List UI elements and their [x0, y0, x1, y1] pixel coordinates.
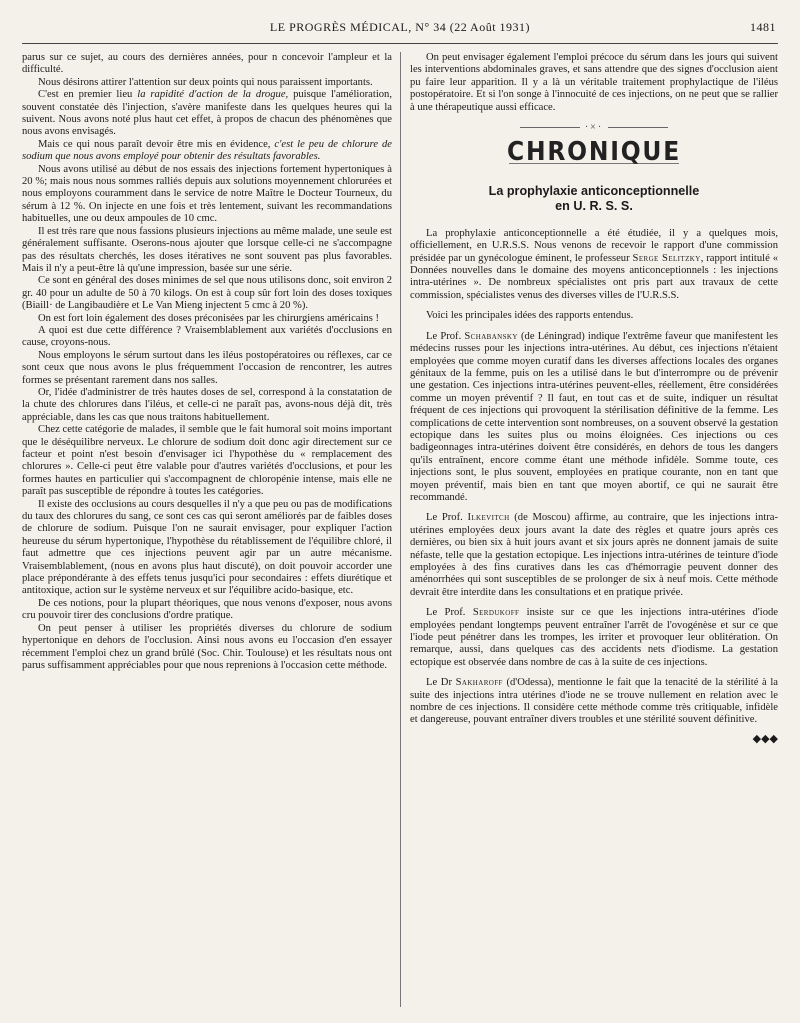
author-name: Ilkevitch [467, 512, 510, 524]
author-name: Serdukoff [472, 607, 520, 619]
text: (de Moscou) affirme, au contraire, que les injections intra-utérines employées deux jours avant la date des règles et quatre jours après ces dernières, ou bien six à huit jours avant et six jours après ne donnent jamais de suite néfaste, telle que la gestation ectopique. Les injections intra-utérines de teinture d'iode employées à des fins curatives dans les cas d'hémorragie peuvent donner des aménorrhées qui sont susceptibles de se prolonger de six à neuf mois. Cette méthode devrait être interdite dans les consultations et en pratique privée. [410, 512, 778, 598]
left-column [22, 52, 392, 672]
article-title-line: en U. R. S. S. [555, 198, 633, 213]
text: (de Léningrad) indique l'extrême faveur que manifestent les médecins russes pour les injections intra-utérines. Au début, ces injections n'étaient employées que comme moyen curatif dans les diverses affections locales des organes génitaux de la femme, puis on les a utilisé dans le but d'interrompre ou de prévenir une gestation. Ces injections intra-utérines peuvent-elles, réellement, être considérées comme un moyen préventif ? Il faut, en tout cas et de suite, indiquer un résultat fréquent de ces injections qui provoquent la stérilisation définitive de la femme. Les complications de cette intervention sont nombreuses, on a souvent observé la gestation ectopique dans les suites plus ou moins éloignées. Ces injections ou ces badigeonnages intra-utérines doivent être considérés, en dehors de tous les dangers qu'ils entraînent, encore comme étant une méthode infidèle. Somme toute, ces injections sont, le plus souvent, employées en pratique courante, non en tant que moyen préventif, mais bien en tant que moyen abortif, ce qui ne saurait être recommandé. [410, 330, 778, 503]
paragraph: Chez cette catégorie de malades, il semble que le fait humoral soit moins important que le déséquilibre nerveux. Le chlorure de sodium doit donc agir directement sur ce facteur et point n'est besoin d'envisager ici l'hypothèse du « remplacement des chlorures ». Celle-ci peut être valable pour d'autres variétés d'occlusions, et pour les formes hautes en particulier qui s'accompagnent de chloropénie intense, mais elle ne paraît pas susceptible de répondre à toutes les catégories. [22, 424, 392, 498]
author-name: Serge Selitzky [632, 252, 701, 264]
author-name: Sakharoff [455, 677, 503, 689]
text: , rapport intitulé « Données nouvelles dans le domaine des moyens anticonceptionnels : les injections intra-utérines ». De nombreux spécialistes ont pris part aux travaux de cette commission, spécialistes venus des diverses villes de l'U.R.S.S. [410, 252, 779, 301]
header-rule [22, 43, 778, 44]
paragraph [410, 228, 778, 302]
text: Le Prof. [426, 330, 465, 342]
text: Le Dr [426, 677, 456, 689]
ornament-line [608, 127, 668, 128]
paragraph [410, 607, 778, 669]
paragraph: On peut envisager également l'emploi précoce du sérum dans les jours qui suivent les interventions abdominales graves, et sans attendre que des signes d'occlusion aient pu faire leur apparition. Il y a là un véritable traitement prophylactique de l'iléus postopératoire. Et si l'on songe à l'innocuité de ces injections, on ne peut que se rallier à une thérapeutique aussi efficace. [410, 52, 778, 113]
article-title [410, 184, 778, 214]
section-ornament [410, 122, 778, 134]
paragraph [410, 677, 778, 727]
paragraph [410, 331, 778, 505]
running-title: LE PROGRÈS MÉDICAL, N° 34 (22 Août 1931) [269, 20, 531, 34]
paragraph: On est fort loin également des doses préconisées par les chirurgiens américains ! [38, 312, 380, 324]
spacer [410, 323, 778, 331]
text: C'est en premier lieu [38, 89, 138, 101]
paragraph: Ce sont en général des doses minimes de sel que nous utilisons donc, soit environ 2 gr. 40 pour un adulte de 50 à 70 kilogs. On est à coup sûr fort loin des doses toxiques (Biaill· de Langibaudière et Le Van Mieng injectent 5 cmc à 20 %). [22, 275, 392, 312]
ornament-line [520, 127, 580, 128]
paragraph: Il est très rare que nous fassions plusieurs injections au même malade, une seule est généralement suffisante. Oserons-nous ajouter que lorsque celle-ci ne s'accompagne pas des résultats cherchés, les doses itératives ne sont souvent pas plus favorables. Mais il n'y a peut-être là qu'une impression, basée sur une série. [22, 225, 392, 274]
ornament-glyph: ·×· [584, 122, 604, 134]
article-title-line: La prophylaxie anticonceptionnelle [488, 183, 700, 198]
paragraph: De ces notions, pour la plupart théoriques, que nous venons d'exposer, nous avons cru pouvoir tirer des conclusions d'ordre pratique. [22, 597, 392, 622]
paragraph [22, 139, 392, 164]
paragraph: parus sur ce sujet, au cours des dernières années, pour n concevoir l'ampleur et la difficulté. [22, 52, 392, 76]
spacer [410, 669, 778, 677]
emphasis: la rapidité d'action de la drogue, [137, 89, 289, 101]
paragraph [410, 512, 778, 599]
paragraph: Voici les principales idées des rapports entendus. [426, 310, 634, 322]
text: Mais ce qui nous paraît devoir être mis en évidence, [38, 138, 275, 150]
text: insiste sur ce que les injections intra-utérines d'iode employées pendant longtemps peuvent entraîner l'arrêt de l'ovogénèse et sur ce que l'iode peut pénétrer dans les trompes, les irriter et provoquer leur oblitération. On remarque, aussi, dans quelques cas des accidents nets d'iodisme. La gestation ectopique est observée dans nombre de cas à la suite de ces injections. [410, 607, 778, 668]
paragraph: Or, l'idée d'administrer de très hautes doses de sel, correspond à la constatation de la chute des chlorures dans l'iléus, et celle-ci ne paraît pas, avons-nous déjà dit, très appréciable, dans les cas que nous traitons habituellement. [22, 386, 392, 423]
spacer [410, 599, 778, 607]
paragraph: Nous avons utilisé au début de nos essais des injections fortement hypertoniques à 20 %; mais nous nous sommes ralliés depuis aux solutions moyennement chlorurées et nous employons couramment dans le service de notre Maître le Docteur Tourneux, du sérum à 12 %. On injecte en une fois et très lentement, suivant les recommandations habituelles, une ou deux ampoules de 10 cmc. [22, 163, 392, 225]
text: (d'Odessa), mentionne le fait que la tenacité de la stérilité à la suite des injections intra utérines d'iode ne se trouve nullement en relation avec le nombre de ces injections. Il considère cette méthode comme très critiquable, infidèle et dangereuse, pouvant entraîner divers troubles et une stérilité souvent définitive. [410, 677, 778, 726]
paragraph: A quoi est due cette différence ? Vraisemblablement aux variétés d'occlusions en cause, croyons-nous. [22, 324, 392, 349]
paragraph: Nous employons le sérum surtout dans les iléus postopératoires ou réflexes, car ce sont ceux que nous avons le plus fréquemment l'occasion de rencontrer, les autres formes se présentant rarement dans nos salles. [22, 349, 392, 386]
paragraph: On peut penser à utiliser les propriétés diverses du chlorure de sodium hypertonique en dehors de l'occlusion. Ainsi nous avons eu l'occasion d'en essayer récemment l'emploi chez un grand brûlé (Soc. Chir. Toulouse) et les résultats nous ont parus suffisamment appréciables pour que nous reprenions à l'occasion cette méthode. [22, 622, 392, 671]
column-divider [400, 52, 401, 1007]
spacer [410, 504, 778, 512]
emphasis: c'est le peu de chlorure de sodium que nous avons employé pour obtenir des résultats favorables. [22, 138, 392, 163]
paragraph: Il existe des occlusions au cours desquelles il n'y a que peu ou pas de modifications du taux des chlorures du sang, ce sont ces cas qui seront améliorés par de faibles doses de chlorure de sodium. Puisque l'on ne saurait envisager, pour expliquer l'action heureuse du sérum hypertonique, l'hypothèse du rétablissement de l'équilibre chloré, il faut admettre que ces injections peuvent agir par un autre mécanisme. Vraisemblablement, (nous en avons plus haut discuté), on doit pouvoir accorder une place prépondérante à des effets tenus jusqu'ici pour secondaires : effets diurétique et antitoxique, action sur le système nerveux et sur l'équilibre acido-basique, etc. [22, 498, 392, 597]
paragraph [22, 89, 392, 139]
text: puisque l'amélioration, souvent constatée dès l'injection, s'avère manifeste dans les quelques heures qui la suivent. Nous avons noté plus haut cet effet, à propos de chacun des phénomènes que nous avons envisagés. [22, 89, 392, 138]
section-title: CHRONIQUE [506, 137, 682, 168]
right-column [410, 52, 778, 745]
text: La prophylaxie anticonceptionnelle a été étudiée, il y a quelques mois, officiellement, en U.R.S.S. Nous venons de recevoir le rapport d'une commission présidée par un gynécologue éminent, le professeur [410, 227, 778, 264]
text: Le Prof. [426, 607, 473, 619]
page-header [22, 18, 778, 38]
paragraph: Nous désirons attirer l'attention sur deux points qui nous paraissent importants. [38, 76, 373, 88]
page-number: 1481 [750, 20, 776, 34]
spacer [410, 302, 778, 310]
author-name: Schabansky [464, 330, 518, 342]
text: Le Prof. [426, 512, 468, 524]
end-mark: ◆◆◆ [752, 732, 778, 745]
